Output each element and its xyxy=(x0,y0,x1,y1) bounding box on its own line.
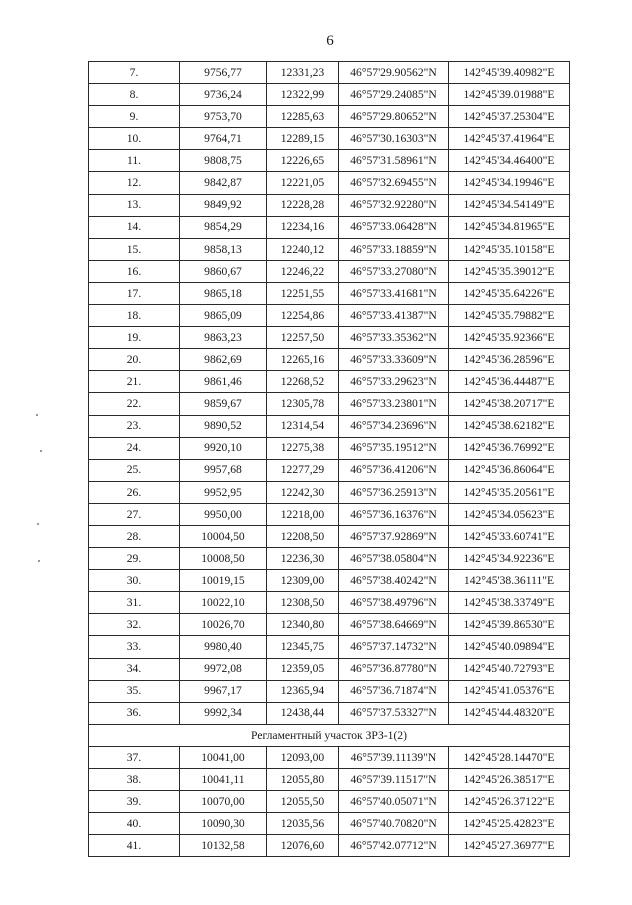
longitude-cell: 142°45'37.25304"E xyxy=(449,106,570,128)
point-number-cell: 34. xyxy=(89,658,180,680)
latitude-cell: 46°57'36.16376"N xyxy=(339,503,449,525)
latitude-cell: 46°57'33.06428"N xyxy=(339,216,449,238)
point-number-cell: 27. xyxy=(89,503,180,525)
longitude-cell: 142°45'40.72793"E xyxy=(449,658,570,680)
y-coordinate-cell: 12305,78 xyxy=(267,393,339,415)
y-coordinate-cell: 12438,44 xyxy=(267,702,339,724)
point-number-cell: 15. xyxy=(89,238,180,260)
x-coordinate-cell: 10090,30 xyxy=(180,813,267,835)
table-row xyxy=(89,636,570,658)
point-number-cell: 22. xyxy=(89,393,180,415)
point-number-cell: 30. xyxy=(89,570,180,592)
x-coordinate-cell: 10070,00 xyxy=(180,791,267,813)
point-number-cell: 7. xyxy=(89,62,180,84)
x-coordinate-cell: 9753,70 xyxy=(180,106,267,128)
longitude-cell: 142°45'34.92236"E xyxy=(449,548,570,570)
point-number-cell: 40. xyxy=(89,813,180,835)
x-coordinate-cell: 9808,75 xyxy=(180,150,267,172)
point-number-cell: 33. xyxy=(89,636,180,658)
table-row xyxy=(89,106,570,128)
table-row xyxy=(89,282,570,304)
point-number-cell: 9. xyxy=(89,106,180,128)
latitude-cell: 46°57'40.70820"N xyxy=(339,813,449,835)
y-coordinate-cell: 12234,16 xyxy=(267,216,339,238)
x-coordinate-cell: 9849,92 xyxy=(180,194,267,216)
x-coordinate-cell: 10041,00 xyxy=(180,746,267,768)
latitude-cell: 46°57'36.87780"N xyxy=(339,658,449,680)
x-coordinate-cell: 9859,67 xyxy=(180,393,267,415)
point-number-cell: 38. xyxy=(89,769,180,791)
page-number: 6 xyxy=(326,33,334,49)
latitude-cell: 46°57'39.11139"N xyxy=(339,746,449,768)
y-coordinate-cell: 12246,22 xyxy=(267,260,339,282)
y-coordinate-cell: 12277,29 xyxy=(267,459,339,481)
longitude-cell: 142°45'35.10158"E xyxy=(449,238,570,260)
x-coordinate-cell: 9842,87 xyxy=(180,172,267,194)
y-coordinate-cell: 12331,23 xyxy=(267,62,339,84)
longitude-cell: 142°45'39.40982"E xyxy=(449,62,570,84)
x-coordinate-cell: 9952,95 xyxy=(180,481,267,503)
longitude-cell: 142°45'36.44487"E xyxy=(449,371,570,393)
latitude-cell: 46°57'30.16303"N xyxy=(339,128,449,150)
x-coordinate-cell: 9865,09 xyxy=(180,305,267,327)
x-coordinate-cell: 9858,13 xyxy=(180,238,267,260)
point-number-cell: 39. xyxy=(89,791,180,813)
point-number-cell: 36. xyxy=(89,702,180,724)
x-coordinate-cell: 9861,46 xyxy=(180,371,267,393)
point-number-cell: 23. xyxy=(89,415,180,437)
table-row xyxy=(89,216,570,238)
latitude-cell: 46°57'33.33609"N xyxy=(339,349,449,371)
longitude-cell: 142°45'35.39012"E xyxy=(449,260,570,282)
longitude-cell: 142°45'34.81965"E xyxy=(449,216,570,238)
x-coordinate-cell: 9860,67 xyxy=(180,260,267,282)
latitude-cell: 46°57'29.24085"N xyxy=(339,84,449,106)
x-coordinate-cell: 9854,29 xyxy=(180,216,267,238)
table-row xyxy=(89,813,570,835)
table-row xyxy=(89,614,570,636)
y-coordinate-cell: 12236,30 xyxy=(267,548,339,570)
x-coordinate-cell: 9862,69 xyxy=(180,349,267,371)
x-coordinate-cell: 10041,11 xyxy=(180,769,267,791)
longitude-cell: 142°45'26.37122"E xyxy=(449,791,570,813)
latitude-cell: 46°57'31.58961"N xyxy=(339,150,449,172)
x-coordinate-cell: 9950,00 xyxy=(180,503,267,525)
x-coordinate-cell: 9863,23 xyxy=(180,327,267,349)
longitude-cell: 142°45'40.09894"E xyxy=(449,636,570,658)
table-row xyxy=(89,548,570,570)
table-row xyxy=(89,260,570,282)
longitude-cell: 142°45'35.79882"E xyxy=(449,305,570,327)
longitude-cell: 142°45'38.33749"E xyxy=(449,592,570,614)
latitude-cell: 46°57'32.92280"N xyxy=(339,194,449,216)
coordinates-table xyxy=(88,61,570,857)
point-number-cell: 11. xyxy=(89,150,180,172)
scan-speck xyxy=(40,450,42,452)
point-number-cell: 21. xyxy=(89,371,180,393)
x-coordinate-cell: 9967,17 xyxy=(180,680,267,702)
latitude-cell: 46°57'35.19512"N xyxy=(339,437,449,459)
y-coordinate-cell: 12359,05 xyxy=(267,658,339,680)
latitude-cell: 46°57'38.40242"N xyxy=(339,570,449,592)
y-coordinate-cell: 12257,50 xyxy=(267,327,339,349)
latitude-cell: 46°57'37.92869"N xyxy=(339,525,449,547)
longitude-cell: 142°45'33.60741"E xyxy=(449,525,570,547)
point-number-cell: 29. xyxy=(89,548,180,570)
x-coordinate-cell: 9756,77 xyxy=(180,62,267,84)
latitude-cell: 46°57'32.69455"N xyxy=(339,172,449,194)
latitude-cell: 46°57'36.41206"N xyxy=(339,459,449,481)
section-header-group xyxy=(89,724,570,746)
point-number-cell: 13. xyxy=(89,194,180,216)
latitude-cell: 46°57'38.49796"N xyxy=(339,592,449,614)
table-row xyxy=(89,349,570,371)
table-row xyxy=(89,570,570,592)
y-coordinate-cell: 12275,38 xyxy=(267,437,339,459)
latitude-cell: 46°57'36.25913"N xyxy=(339,481,449,503)
y-coordinate-cell: 12208,50 xyxy=(267,525,339,547)
table-row xyxy=(89,746,570,768)
point-number-cell: 19. xyxy=(89,327,180,349)
latitude-cell: 46°57'33.41387"N xyxy=(339,305,449,327)
y-coordinate-cell: 12308,50 xyxy=(267,592,339,614)
x-coordinate-cell: 9972,08 xyxy=(180,658,267,680)
longitude-cell: 142°45'25.42823"E xyxy=(449,813,570,835)
x-coordinate-cell: 10132,58 xyxy=(180,835,267,857)
longitude-cell: 142°45'37.41964"E xyxy=(449,128,570,150)
point-number-cell: 25. xyxy=(89,459,180,481)
longitude-cell: 142°45'34.54149"E xyxy=(449,194,570,216)
x-coordinate-cell: 10008,50 xyxy=(180,548,267,570)
point-number-cell: 32. xyxy=(89,614,180,636)
y-coordinate-cell: 12055,50 xyxy=(267,791,339,813)
x-coordinate-cell: 9980,40 xyxy=(180,636,267,658)
latitude-cell: 46°57'39.11517"N xyxy=(339,769,449,791)
longitude-cell: 142°45'44.48320"E xyxy=(449,702,570,724)
latitude-cell: 46°57'38.64669"N xyxy=(339,614,449,636)
point-number-cell: 18. xyxy=(89,305,180,327)
table-row xyxy=(89,437,570,459)
y-coordinate-cell: 12345,75 xyxy=(267,636,339,658)
table-row xyxy=(89,415,570,437)
point-number-cell: 8. xyxy=(89,84,180,106)
table-row xyxy=(89,835,570,857)
scan-speck xyxy=(38,560,40,562)
x-coordinate-cell: 9764,71 xyxy=(180,128,267,150)
x-coordinate-cell: 9865,18 xyxy=(180,282,267,304)
latitude-cell: 46°57'33.35362"N xyxy=(339,327,449,349)
y-coordinate-cell: 12285,63 xyxy=(267,106,339,128)
table-row xyxy=(89,128,570,150)
y-coordinate-cell: 12093,00 xyxy=(267,746,339,768)
table-row xyxy=(89,702,570,724)
longitude-cell: 142°45'27.36977"E xyxy=(449,835,570,857)
table-row xyxy=(89,172,570,194)
point-number-cell: 37. xyxy=(89,746,180,768)
x-coordinate-cell: 10004,50 xyxy=(180,525,267,547)
longitude-cell: 142°45'38.36111"E xyxy=(449,570,570,592)
table-row xyxy=(89,393,570,415)
longitude-cell: 142°45'36.86064"E xyxy=(449,459,570,481)
table-row xyxy=(89,194,570,216)
longitude-cell: 142°45'36.28596"E xyxy=(449,349,570,371)
latitude-cell: 46°57'33.29623"N xyxy=(339,371,449,393)
x-coordinate-cell: 9957,68 xyxy=(180,459,267,481)
point-number-cell: 24. xyxy=(89,437,180,459)
table-row xyxy=(89,150,570,172)
y-coordinate-cell: 12340,80 xyxy=(267,614,339,636)
latitude-cell: 46°57'40.05071"N xyxy=(339,791,449,813)
latitude-cell: 46°57'38.05804"N xyxy=(339,548,449,570)
latitude-cell: 46°57'29.90562"N xyxy=(339,62,449,84)
section-header-row xyxy=(89,724,570,746)
y-coordinate-cell: 12322,99 xyxy=(267,84,339,106)
y-coordinate-cell: 12240,12 xyxy=(267,238,339,260)
longitude-cell: 142°45'39.86530"E xyxy=(449,614,570,636)
x-coordinate-cell: 9920,10 xyxy=(180,437,267,459)
point-number-cell: 16. xyxy=(89,260,180,282)
table-row xyxy=(89,481,570,503)
y-coordinate-cell: 12221,05 xyxy=(267,172,339,194)
y-coordinate-cell: 12251,55 xyxy=(267,282,339,304)
point-number-cell: 28. xyxy=(89,525,180,547)
point-number-cell: 26. xyxy=(89,481,180,503)
y-coordinate-cell: 12035,56 xyxy=(267,813,339,835)
table-row xyxy=(89,791,570,813)
table-row xyxy=(89,327,570,349)
table-row xyxy=(89,592,570,614)
point-number-cell: 31. xyxy=(89,592,180,614)
table-row xyxy=(89,62,570,84)
longitude-cell: 142°45'36.76992"E xyxy=(449,437,570,459)
latitude-cell: 46°57'33.18859"N xyxy=(339,238,449,260)
y-coordinate-cell: 12265,16 xyxy=(267,349,339,371)
x-coordinate-cell: 9736,24 xyxy=(180,84,267,106)
longitude-cell: 142°45'39.01988"E xyxy=(449,84,570,106)
table-row xyxy=(89,503,570,525)
coordinates-table-body-a xyxy=(89,62,570,725)
y-coordinate-cell: 12254,86 xyxy=(267,305,339,327)
latitude-cell: 46°57'34.23696"N xyxy=(339,415,449,437)
longitude-cell: 142°45'35.92366"E xyxy=(449,327,570,349)
latitude-cell: 46°57'33.27080"N xyxy=(339,260,449,282)
table-row xyxy=(89,769,570,791)
point-number-cell: 35. xyxy=(89,680,180,702)
scan-speck xyxy=(36,414,38,416)
table-row xyxy=(89,525,570,547)
latitude-cell: 46°57'37.14732"N xyxy=(339,636,449,658)
point-number-cell: 41. xyxy=(89,835,180,857)
table-row xyxy=(89,84,570,106)
x-coordinate-cell: 9890,52 xyxy=(180,415,267,437)
longitude-cell: 142°45'26.38517"E xyxy=(449,769,570,791)
x-coordinate-cell: 9992,34 xyxy=(180,702,267,724)
table-row xyxy=(89,305,570,327)
latitude-cell: 46°57'37.53327"N xyxy=(339,702,449,724)
y-coordinate-cell: 12055,80 xyxy=(267,769,339,791)
point-number-cell: 20. xyxy=(89,349,180,371)
longitude-cell: 142°45'34.46400"E xyxy=(449,150,570,172)
latitude-cell: 46°57'33.23801"N xyxy=(339,393,449,415)
longitude-cell: 142°45'35.20561"E xyxy=(449,481,570,503)
section-label: Регламентный участок ЗРЗ-1(2) xyxy=(89,724,570,746)
longitude-cell: 142°45'41.05376"E xyxy=(449,680,570,702)
table-row xyxy=(89,658,570,680)
y-coordinate-cell: 12218,00 xyxy=(267,503,339,525)
y-coordinate-cell: 12226,65 xyxy=(267,150,339,172)
table-row xyxy=(89,680,570,702)
point-number-cell: 17. xyxy=(89,282,180,304)
x-coordinate-cell: 10022,10 xyxy=(180,592,267,614)
longitude-cell: 142°45'35.64226"E xyxy=(449,282,570,304)
latitude-cell: 46°57'29.80652"N xyxy=(339,106,449,128)
y-coordinate-cell: 12365,94 xyxy=(267,680,339,702)
point-number-cell: 12. xyxy=(89,172,180,194)
longitude-cell: 142°45'38.62182"E xyxy=(449,415,570,437)
y-coordinate-cell: 12228,28 xyxy=(267,194,339,216)
point-number-cell: 10. xyxy=(89,128,180,150)
point-number-cell: 14. xyxy=(89,216,180,238)
latitude-cell: 46°57'33.41681"N xyxy=(339,282,449,304)
y-coordinate-cell: 12242,30 xyxy=(267,481,339,503)
coordinates-table-body-b xyxy=(89,746,570,856)
longitude-cell: 142°45'38.20717"E xyxy=(449,393,570,415)
x-coordinate-cell: 10026,70 xyxy=(180,614,267,636)
longitude-cell: 142°45'34.19946"E xyxy=(449,172,570,194)
latitude-cell: 46°57'36.71874"N xyxy=(339,680,449,702)
longitude-cell: 142°45'34.05623"E xyxy=(449,503,570,525)
table-row xyxy=(89,371,570,393)
y-coordinate-cell: 12289,15 xyxy=(267,128,339,150)
latitude-cell: 46°57'42.07712"N xyxy=(339,835,449,857)
table-row xyxy=(89,238,570,260)
table-row xyxy=(89,459,570,481)
x-coordinate-cell: 10019,15 xyxy=(180,570,267,592)
scan-speck xyxy=(37,523,39,525)
y-coordinate-cell: 12314,54 xyxy=(267,415,339,437)
y-coordinate-cell: 12268,52 xyxy=(267,371,339,393)
longitude-cell: 142°45'28.14470"E xyxy=(449,746,570,768)
y-coordinate-cell: 12309,00 xyxy=(267,570,339,592)
y-coordinate-cell: 12076,60 xyxy=(267,835,339,857)
